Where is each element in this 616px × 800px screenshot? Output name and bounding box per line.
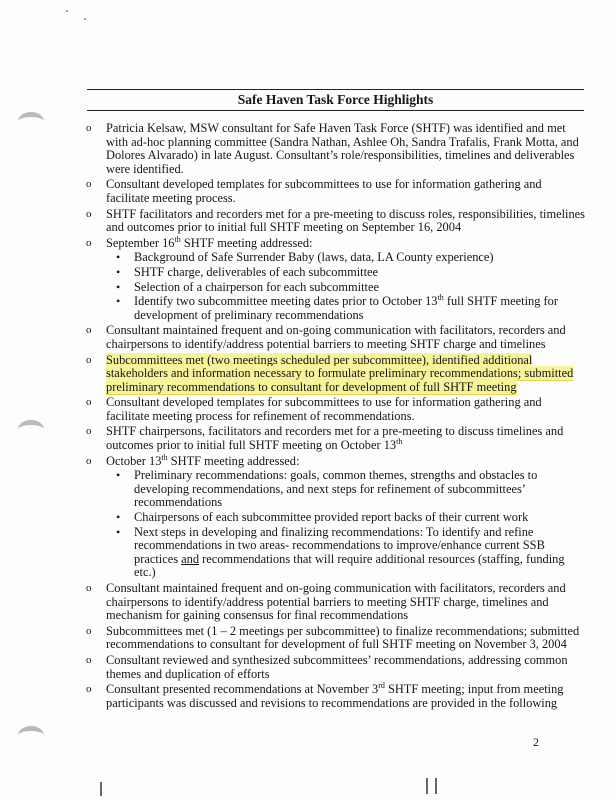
bullet-dot-icon: • bbox=[116, 468, 121, 483]
item-text: SHTF meeting addressed: bbox=[180, 235, 313, 250]
ordinal-suffix: th bbox=[174, 234, 181, 244]
item-text: SHTF chairpersons, facilitators and recorders met for a pre-meeting to discuss timelines and outcomes prior to initial full SHTF meeting on October 13 bbox=[106, 424, 564, 453]
scan-speck bbox=[84, 18, 86, 20]
scan-speck bbox=[66, 10, 68, 12]
hollow-bullet-icon: o bbox=[86, 425, 92, 438]
bullet-dot-icon: • bbox=[116, 294, 121, 309]
list-item bbox=[86, 178, 586, 205]
bullet-dot-icon: • bbox=[116, 524, 121, 539]
hollow-bullet-icon: o bbox=[86, 207, 92, 220]
item-text: Selection of a chairperson for each subcommittee bbox=[134, 279, 379, 294]
item-text: Consultant developed templates for subcommittees to use for information gathering and facilitate meeting process. bbox=[106, 177, 542, 205]
sub-list bbox=[86, 251, 586, 322]
list-item bbox=[86, 354, 586, 395]
hollow-bullet-icon: o bbox=[86, 324, 92, 337]
item-text: Next steps in developing and finalizing recommendations: To identify and refine recommendations in two areas- recommendations to improve/enhance current SSB practices bbox=[134, 524, 545, 566]
hollow-bullet-icon: o bbox=[86, 653, 92, 666]
sub-list-item bbox=[86, 281, 586, 295]
hollow-bullet-icon: o bbox=[86, 178, 92, 191]
hole-punch-mark bbox=[18, 726, 44, 745]
item-text: SHTF facilitators and recorders met for a pre-meeting to discuss roles, responsibilities, timelines and outcomes prior to initial full SHTF meeting on September 16, 2004 bbox=[106, 206, 585, 235]
bullet-dot-icon: • bbox=[116, 510, 121, 525]
title-underline bbox=[87, 110, 584, 111]
hollow-bullet-icon: o bbox=[86, 396, 92, 409]
item-text: SHTF charge, deliverables of each subcommittee bbox=[134, 264, 379, 279]
ordinal-suffix: th bbox=[396, 436, 403, 446]
list-item-body bbox=[106, 454, 299, 468]
bullet-dot-icon: • bbox=[116, 279, 121, 294]
bullet-dot-icon: • bbox=[116, 250, 121, 265]
item-text: Background of Safe Surrender Baby (laws, data, LA County experience) bbox=[134, 250, 494, 265]
list-item-body bbox=[106, 236, 313, 250]
list-item-body bbox=[106, 323, 566, 351]
sub-list bbox=[86, 469, 586, 580]
hollow-bullet-icon: o bbox=[86, 683, 92, 696]
sub-list-item bbox=[86, 526, 586, 580]
header-rule bbox=[87, 89, 584, 90]
ordinal-suffix: th bbox=[437, 293, 444, 302]
list-item bbox=[86, 396, 586, 423]
list-item bbox=[86, 452, 586, 580]
sub-list-item bbox=[86, 266, 586, 280]
list-item bbox=[86, 122, 586, 176]
item-text: Preliminary recommendations: goals, common themes, strengths and obstacles to developing recommendations, and next steps for refinement of subcommittees’ recommendations bbox=[134, 468, 538, 510]
hollow-bullet-icon: o bbox=[86, 122, 92, 134]
item-text: Consultant reviewed and synthesized subcommittees’ recommendations, addressing common themes and duplication of efforts bbox=[106, 652, 568, 681]
item-text: Chairpersons of each subcommittee provided report backs of their current work bbox=[134, 510, 529, 525]
item-text: recommendations that will require additional resources (staffing, funding etc.) bbox=[134, 551, 565, 580]
list-item bbox=[86, 425, 586, 452]
list-item bbox=[86, 654, 586, 681]
scan-mark bbox=[435, 778, 437, 794]
list-item bbox=[86, 683, 586, 710]
list-item-body bbox=[106, 424, 563, 452]
hollow-bullet-icon: o bbox=[86, 236, 92, 249]
sub-list-item bbox=[86, 511, 586, 525]
item-text: Subcommittees met (two meetings scheduled per subcommittee), identified additional stakeholders and information necessary to formulate preliminary recommendations; submitted preliminary recommendations to consultant for development of full SHTF meeting bbox=[106, 352, 574, 394]
list-item-body bbox=[106, 177, 542, 205]
item-text: Subcommittees met (1 – 2 meetings per subcommittee) to finalize recommendations; submitted recommendations to consultant for development of full SHTF meeting on November 3, 2004 bbox=[106, 623, 580, 652]
hollow-bullet-icon: o bbox=[86, 582, 92, 594]
hollow-bullet-icon: o bbox=[86, 454, 92, 467]
sub-list-item bbox=[86, 295, 586, 322]
list-item bbox=[86, 324, 586, 351]
hollow-bullet-icon: o bbox=[86, 353, 92, 366]
page-number: 2 bbox=[533, 735, 539, 749]
list-item-body bbox=[106, 581, 566, 622]
item-text: Identify two subcommittee meeting dates prior to October 13 bbox=[134, 294, 438, 309]
list-item-body bbox=[106, 682, 563, 710]
item-text: SHTF meeting; input from meeting participants was discussed and revisions to recommendations are provided in the following bbox=[106, 682, 564, 710]
highlights-list bbox=[86, 122, 586, 712]
item-text: full SHTF meeting for development of preliminary recommendations bbox=[134, 294, 558, 322]
item-text: SHTF meeting addressed: bbox=[167, 453, 300, 468]
hollow-bullet-icon: o bbox=[86, 624, 92, 637]
list-item-body bbox=[106, 207, 585, 235]
item-text: Patricia Kelsaw, MSW consultant for Safe Haven Task Force (SHTF) was identified and met with ad-hoc planning committee (Sandra Nathan, Ashlee Oh, Sandra Trafalis, Frank Motta, and Dolores Alvarado) in late August. Consultant’s role/responsibilities, timelines and deliverables were identified. bbox=[106, 121, 579, 176]
hole-punch-mark bbox=[18, 420, 44, 439]
ordinal-suffix: th bbox=[161, 452, 168, 462]
scan-mark bbox=[100, 782, 102, 796]
list-item-body bbox=[106, 653, 568, 681]
list-item bbox=[86, 208, 586, 235]
sub-list-item bbox=[86, 251, 586, 265]
list-item-body bbox=[106, 395, 542, 423]
list-item bbox=[86, 234, 586, 323]
list-item-body bbox=[106, 121, 579, 176]
highlighted-text bbox=[106, 353, 573, 395]
item-text: Consultant developed templates for subcommittees to use for information gathering and facilitate meeting process for refinement of recommendations. bbox=[106, 395, 542, 423]
bullet-dot-icon: • bbox=[116, 264, 121, 279]
list-item-body bbox=[106, 624, 579, 652]
item-text: Consultant maintained frequent and on-going communication with facilitators, recorders and chairpersons to identify/address potential barriers to meeting SHTF charge, timelines and mechanism for gaining consensus for final recommendations bbox=[106, 581, 566, 623]
hole-punch-mark bbox=[18, 112, 44, 131]
ordinal-suffix: rd bbox=[378, 681, 385, 691]
underlined-word: and bbox=[181, 551, 200, 566]
item-text: September 16 bbox=[106, 235, 175, 250]
item-text: Consultant presented recommendations at November 3 bbox=[106, 682, 379, 697]
page-title: Safe Haven Task Force Highlights bbox=[237, 92, 434, 107]
item-text: Consultant maintained frequent and on-going communication with facilitators, recorders and chairpersons to identify/address potential barriers to meeting SHTF charge and timelines bbox=[106, 323, 566, 351]
list-item bbox=[86, 625, 586, 652]
item-text: October 13 bbox=[106, 453, 162, 468]
sub-list-item bbox=[86, 469, 586, 510]
list-item bbox=[86, 582, 586, 623]
scan-mark bbox=[426, 778, 428, 794]
